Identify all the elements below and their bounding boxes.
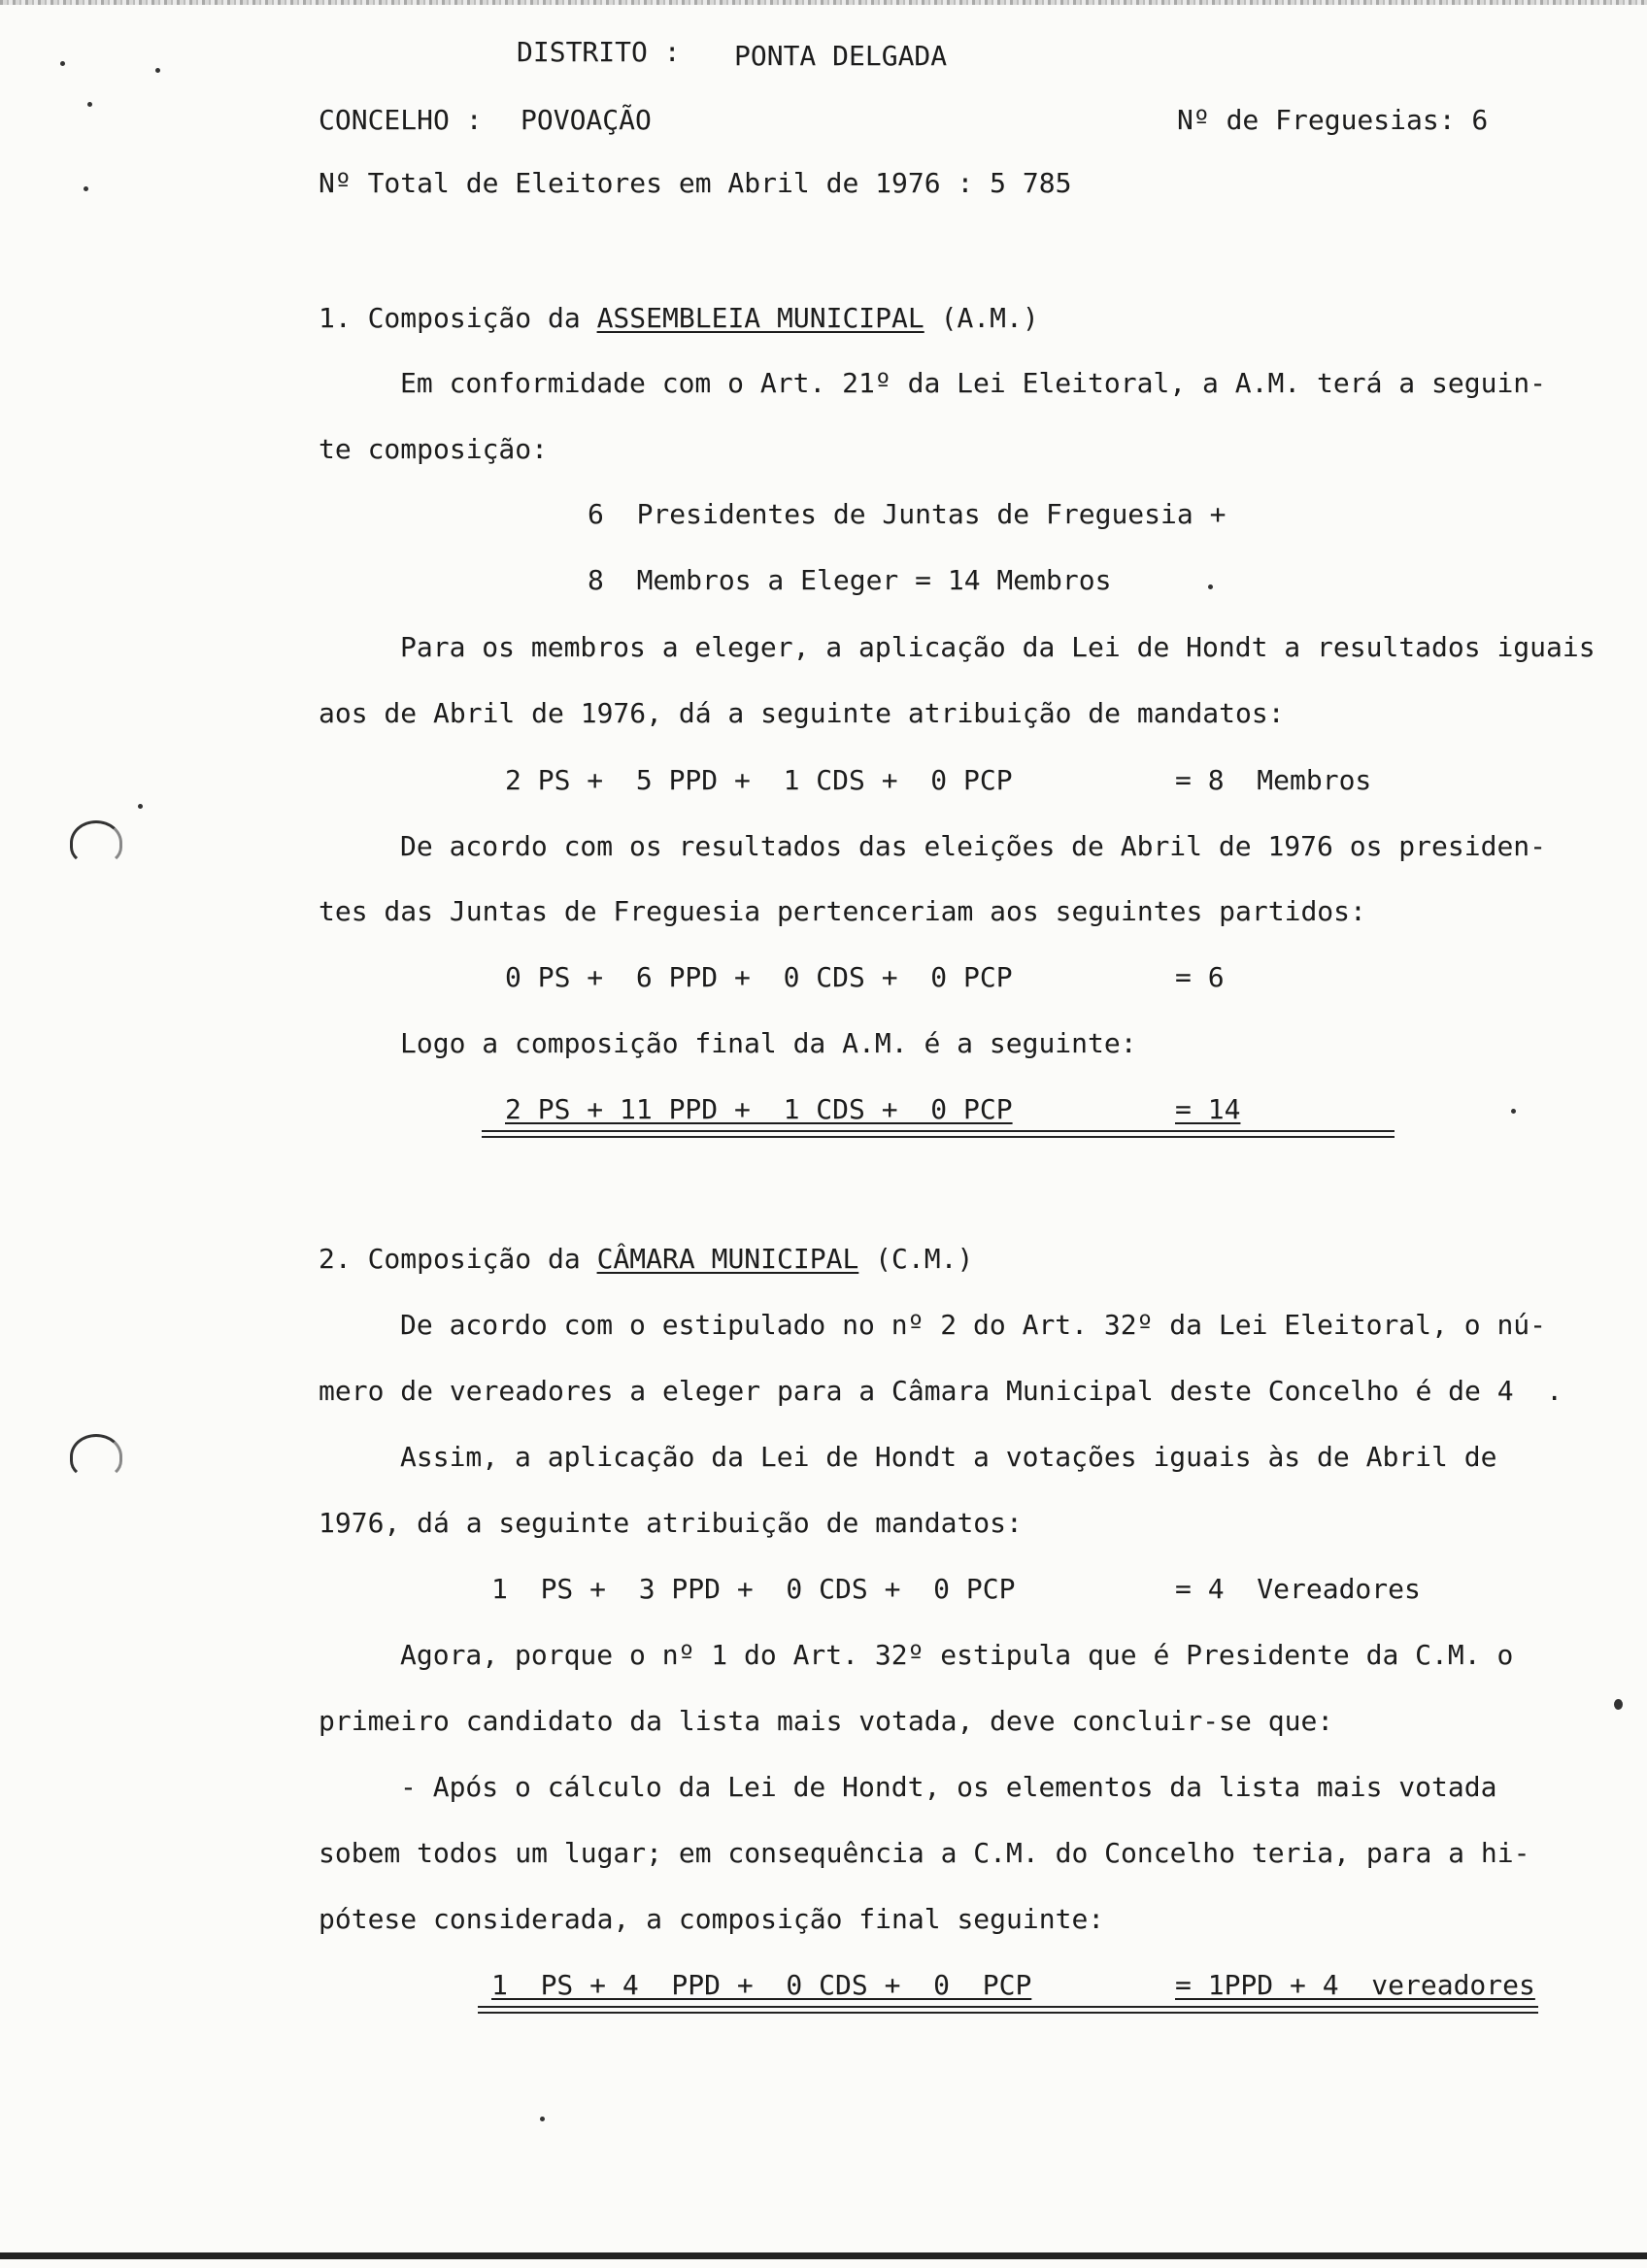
s2-para1-line2: mero de vereadores a eleger para a Câmara Municipal deste Concelho é de 4 . <box>319 1375 1563 1407</box>
s1-para2-line2: aos de Abril de 1976, dá a seguinte atribuição de mandatos: <box>319 697 1285 729</box>
s2-final-double-rule-bottom <box>478 2012 1538 2014</box>
s2-final-total: = 1PPD + 4 vereadores <box>1175 1969 1535 2001</box>
punch-hole-mark <box>70 820 122 865</box>
section-1-title-suffix: (A.M.) <box>924 302 1039 334</box>
s1-para3-line1: De acordo com os resultados das eleições de Abril de 1976 os presiden- <box>400 830 1547 862</box>
section-2-title-prefix: 2. Composição da <box>319 1243 597 1275</box>
concelho-value: POVOAÇÃO <box>521 104 652 136</box>
section-1-title-main: ASSEMBLEIA MUNICIPAL <box>596 302 924 334</box>
distrito-label: DISTRITO : <box>517 36 681 68</box>
scan-bottom-edge <box>0 2252 1647 2259</box>
s2-mandates-total: = 4 Vereadores <box>1175 1573 1421 1605</box>
s1-para4: Logo a composição final da A.M. é a seguinte: <box>400 1027 1137 1059</box>
s2-para3-line1: Agora, porque o nº 1 do Art. 32º estipula que é Presidente da C.M. o <box>400 1639 1514 1671</box>
scan-speck <box>1208 584 1213 589</box>
section-1-title <box>319 302 1039 335</box>
s2-para4-line2: sobem todos um lugar; em consequência a C.M. do Concelho teria, para a hi- <box>319 1837 1530 1869</box>
scan-speck <box>1511 1109 1516 1114</box>
s1-para3-line2: tes das Juntas de Freguesia pertenceriam aos seguintes partidos: <box>319 895 1366 927</box>
section-2-title <box>319 1243 973 1276</box>
s1-presidents-parties: 0 PS + 6 PPD + 0 CDS + 0 PCP <box>505 961 1013 993</box>
s2-mandates-parties: 1 PS + 3 PPD + 0 CDS + 0 PCP <box>491 1573 1016 1605</box>
s1-para1-line1: Em conformidade com o Art. 21º da Lei Eleitoral, a A.M. terá a seguin- <box>400 367 1547 399</box>
s1-para1-line2: te composição: <box>319 433 549 465</box>
scan-speck <box>84 186 88 191</box>
s2-para2-line1: Assim, a aplicação da Lei de Hondt a votações iguais às de Abril de <box>400 1441 1497 1473</box>
s2-final-parties: 1 PS + 4 PPD + 0 CDS + 0 PCP <box>491 1969 1032 2001</box>
s2-para2-line2: 1976, dá a seguinte atribuição de mandatos: <box>319 1507 1023 1539</box>
s2-para4-line1: - Após o cálculo da Lei de Hondt, os elementos da lista mais votada <box>400 1771 1497 1803</box>
s1-mandates-parties: 2 PS + 5 PPD + 1 CDS + 0 PCP <box>505 764 1013 796</box>
punch-hole-mark <box>70 1434 122 1479</box>
scan-top-edge <box>0 0 1647 5</box>
section-2-title-main: CÂMARA MUNICIPAL <box>596 1243 859 1275</box>
s1-final-parties: 2 PS + 11 PPD + 1 CDS + 0 PCP <box>505 1093 1013 1125</box>
freguesias-count: Nº de Freguesias: 6 <box>1177 104 1489 136</box>
total-eleitores: Nº Total de Eleitores em Abril de 1976 : 5 785 <box>319 167 1072 199</box>
s1-para2-line1: Para os membros a eleger, a aplicação da Lei de Hondt a resultados iguais <box>400 631 1596 663</box>
scan-speck <box>155 68 160 73</box>
scan-speck <box>1614 1699 1623 1710</box>
s1-composition-line1: 6 Presidentes de Juntas de Freguesia + <box>588 498 1227 530</box>
section-1-title-prefix: 1. Composição da <box>319 302 597 334</box>
section-2-title-suffix: (C.M.) <box>858 1243 974 1275</box>
s1-presidents-total: = 6 <box>1175 961 1225 993</box>
s1-mandates-total: = 8 Membros <box>1175 764 1372 796</box>
s2-final-double-rule-top <box>478 2006 1538 2008</box>
s2-para4-line3: pótese considerada, a composição final seguinte: <box>319 1903 1105 1935</box>
s1-final-total: = 14 <box>1175 1093 1241 1125</box>
scan-speck <box>87 102 92 107</box>
scan-speck <box>138 804 143 809</box>
s1-final-double-rule-top <box>482 1130 1395 1132</box>
s1-composition-line2: 8 Membros a Eleger = 14 Membros <box>588 564 1112 596</box>
distrito-value: PONTA DELGADA <box>734 40 948 72</box>
scan-speck <box>540 2117 545 2121</box>
s2-para3-line2: primeiro candidato da lista mais votada, deve concluir-se que: <box>319 1705 1334 1737</box>
concelho-label: CONCELHO : <box>319 104 483 136</box>
s1-final-double-rule-bottom <box>482 1136 1395 1138</box>
scan-speck <box>60 61 65 66</box>
s2-para1-line1: De acordo com o estipulado no nº 2 do Art. 32º da Lei Eleitoral, o nú- <box>400 1309 1547 1341</box>
